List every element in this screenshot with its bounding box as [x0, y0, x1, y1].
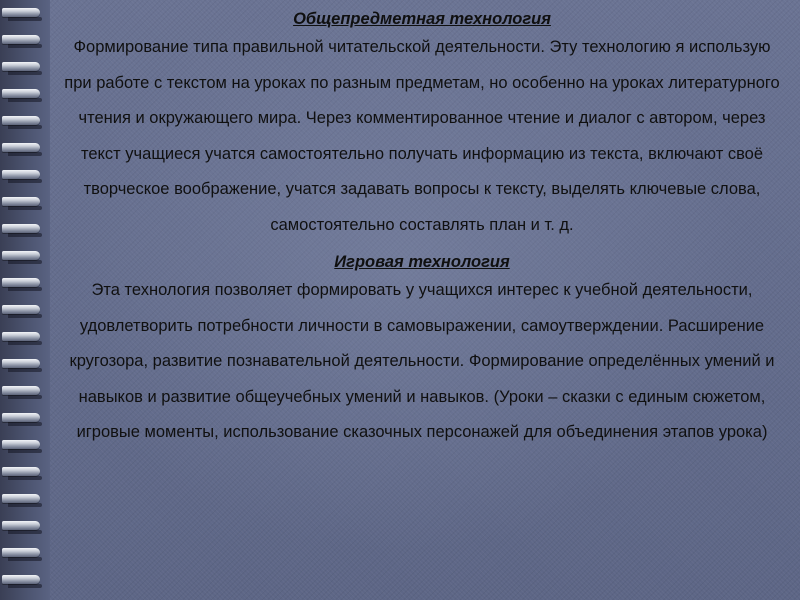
binding-ring-icon — [2, 467, 42, 481]
binding-ring-icon — [2, 575, 42, 589]
binding-ring-icon — [2, 116, 42, 130]
binding-ring-icon — [2, 494, 42, 508]
binding-ring-icon — [2, 35, 42, 49]
binding-ring-icon — [2, 305, 42, 319]
binding-ring-icon — [2, 332, 42, 346]
binding-ring-icon — [2, 224, 42, 238]
section-heading-game-tech: Игровая технология — [334, 253, 510, 271]
binding-ring-icon — [2, 8, 42, 22]
binding-ring-icon — [2, 521, 42, 535]
binding-ring-icon — [2, 170, 42, 184]
binding-ring-icon — [2, 278, 42, 292]
binding-ring-icon — [2, 440, 42, 454]
binding-ring-icon — [2, 143, 42, 157]
binding-ring-icon — [2, 197, 42, 211]
section-text-game-tech: Эта технология позволяет формировать у учащихся интерес к учебной деятельности, удовлетворить потребности личности в самовыражении, самоутверждении. Расширение кругозора, развитие познавательной деятельности. Формирование определённых умений и навыков и развитие общеучебных умений и навыков. (Уроки – сказки с единым сюжетом, игровые моменты, использование сказочных персонажей для объединения этапов урока) — [69, 281, 775, 441]
section-text-general-tech: Формирование типа правильной читательской деятельности. Эту технологию я использую при работе с текстом на уроках по разным предметам, но особенно на уроках литературного чтения и окружающего мира. Через комментированное чтение и диалог с автором, через текст учащиеся учатся самостоятельно получать информацию из текста, включают своё творческое воображение, учатся задавать вопросы к тексту, выделять ключевые слова, самостоятельно составлять план и т. д. — [64, 38, 780, 234]
spiral-binding-icon — [0, 0, 50, 600]
binding-ring-icon — [2, 251, 42, 265]
slide-content — [58, 8, 786, 592]
binding-ring-icon — [2, 386, 42, 400]
binding-ring-icon — [2, 359, 42, 373]
binding-ring-icon — [2, 548, 42, 562]
binding-ring-icon — [2, 62, 42, 76]
section-heading-general-tech: Общепредметная технология — [293, 10, 551, 28]
binding-ring-icon — [2, 89, 42, 103]
binding-ring-icon — [2, 413, 42, 427]
